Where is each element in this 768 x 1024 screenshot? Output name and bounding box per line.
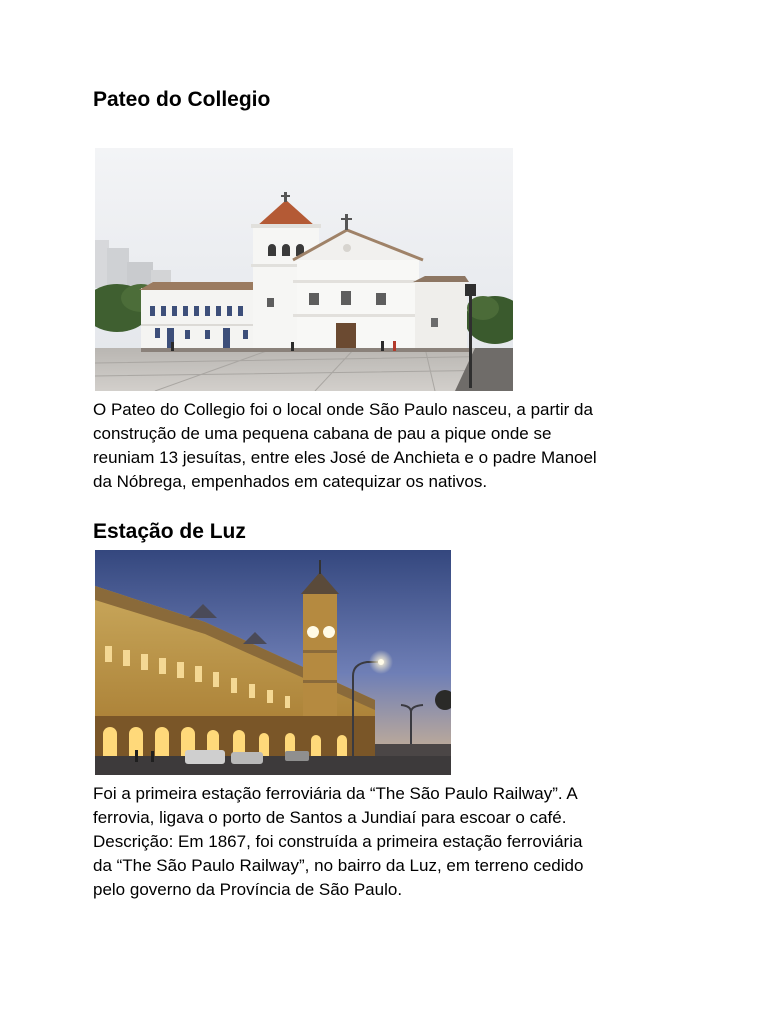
section-heading-estacao-luz: Estação de Luz bbox=[93, 520, 246, 543]
text-line: Foi a primeira estação ferroviária da “The São Paulo Railway”. A bbox=[93, 784, 578, 803]
text-line: Descrição: Em 1867, foi construída a primeira estação ferroviária bbox=[93, 832, 583, 851]
text-line: reuniam 13 jesuítas, entre eles José de Anchieta e o padre Manoel bbox=[93, 448, 597, 467]
text-line: da Nóbrega, empenhados em catequizar os nativos. bbox=[93, 472, 488, 491]
text-line: ferrovia, ligava o porto de Santos a Jundiaí para escoar o café. bbox=[93, 808, 567, 827]
estacao-description bbox=[93, 782, 583, 902]
text-line: O Pateo do Collegio foi o local onde São Paulo nasceu, a partir da bbox=[93, 400, 593, 419]
text-line: pelo governo da Província de São Paulo. bbox=[93, 880, 403, 899]
section-heading-pateo: Pateo do Collegio bbox=[93, 88, 271, 111]
pateo-do-collegio-photo bbox=[95, 148, 513, 391]
pateo-description bbox=[93, 398, 597, 494]
text-line: da “The São Paulo Railway”, no bairro da Luz, em terreno cedido bbox=[93, 856, 584, 875]
text-line: construção de uma pequena cabana de pau a pique onde se bbox=[93, 424, 552, 443]
estacao-da-luz-photo bbox=[95, 550, 451, 775]
